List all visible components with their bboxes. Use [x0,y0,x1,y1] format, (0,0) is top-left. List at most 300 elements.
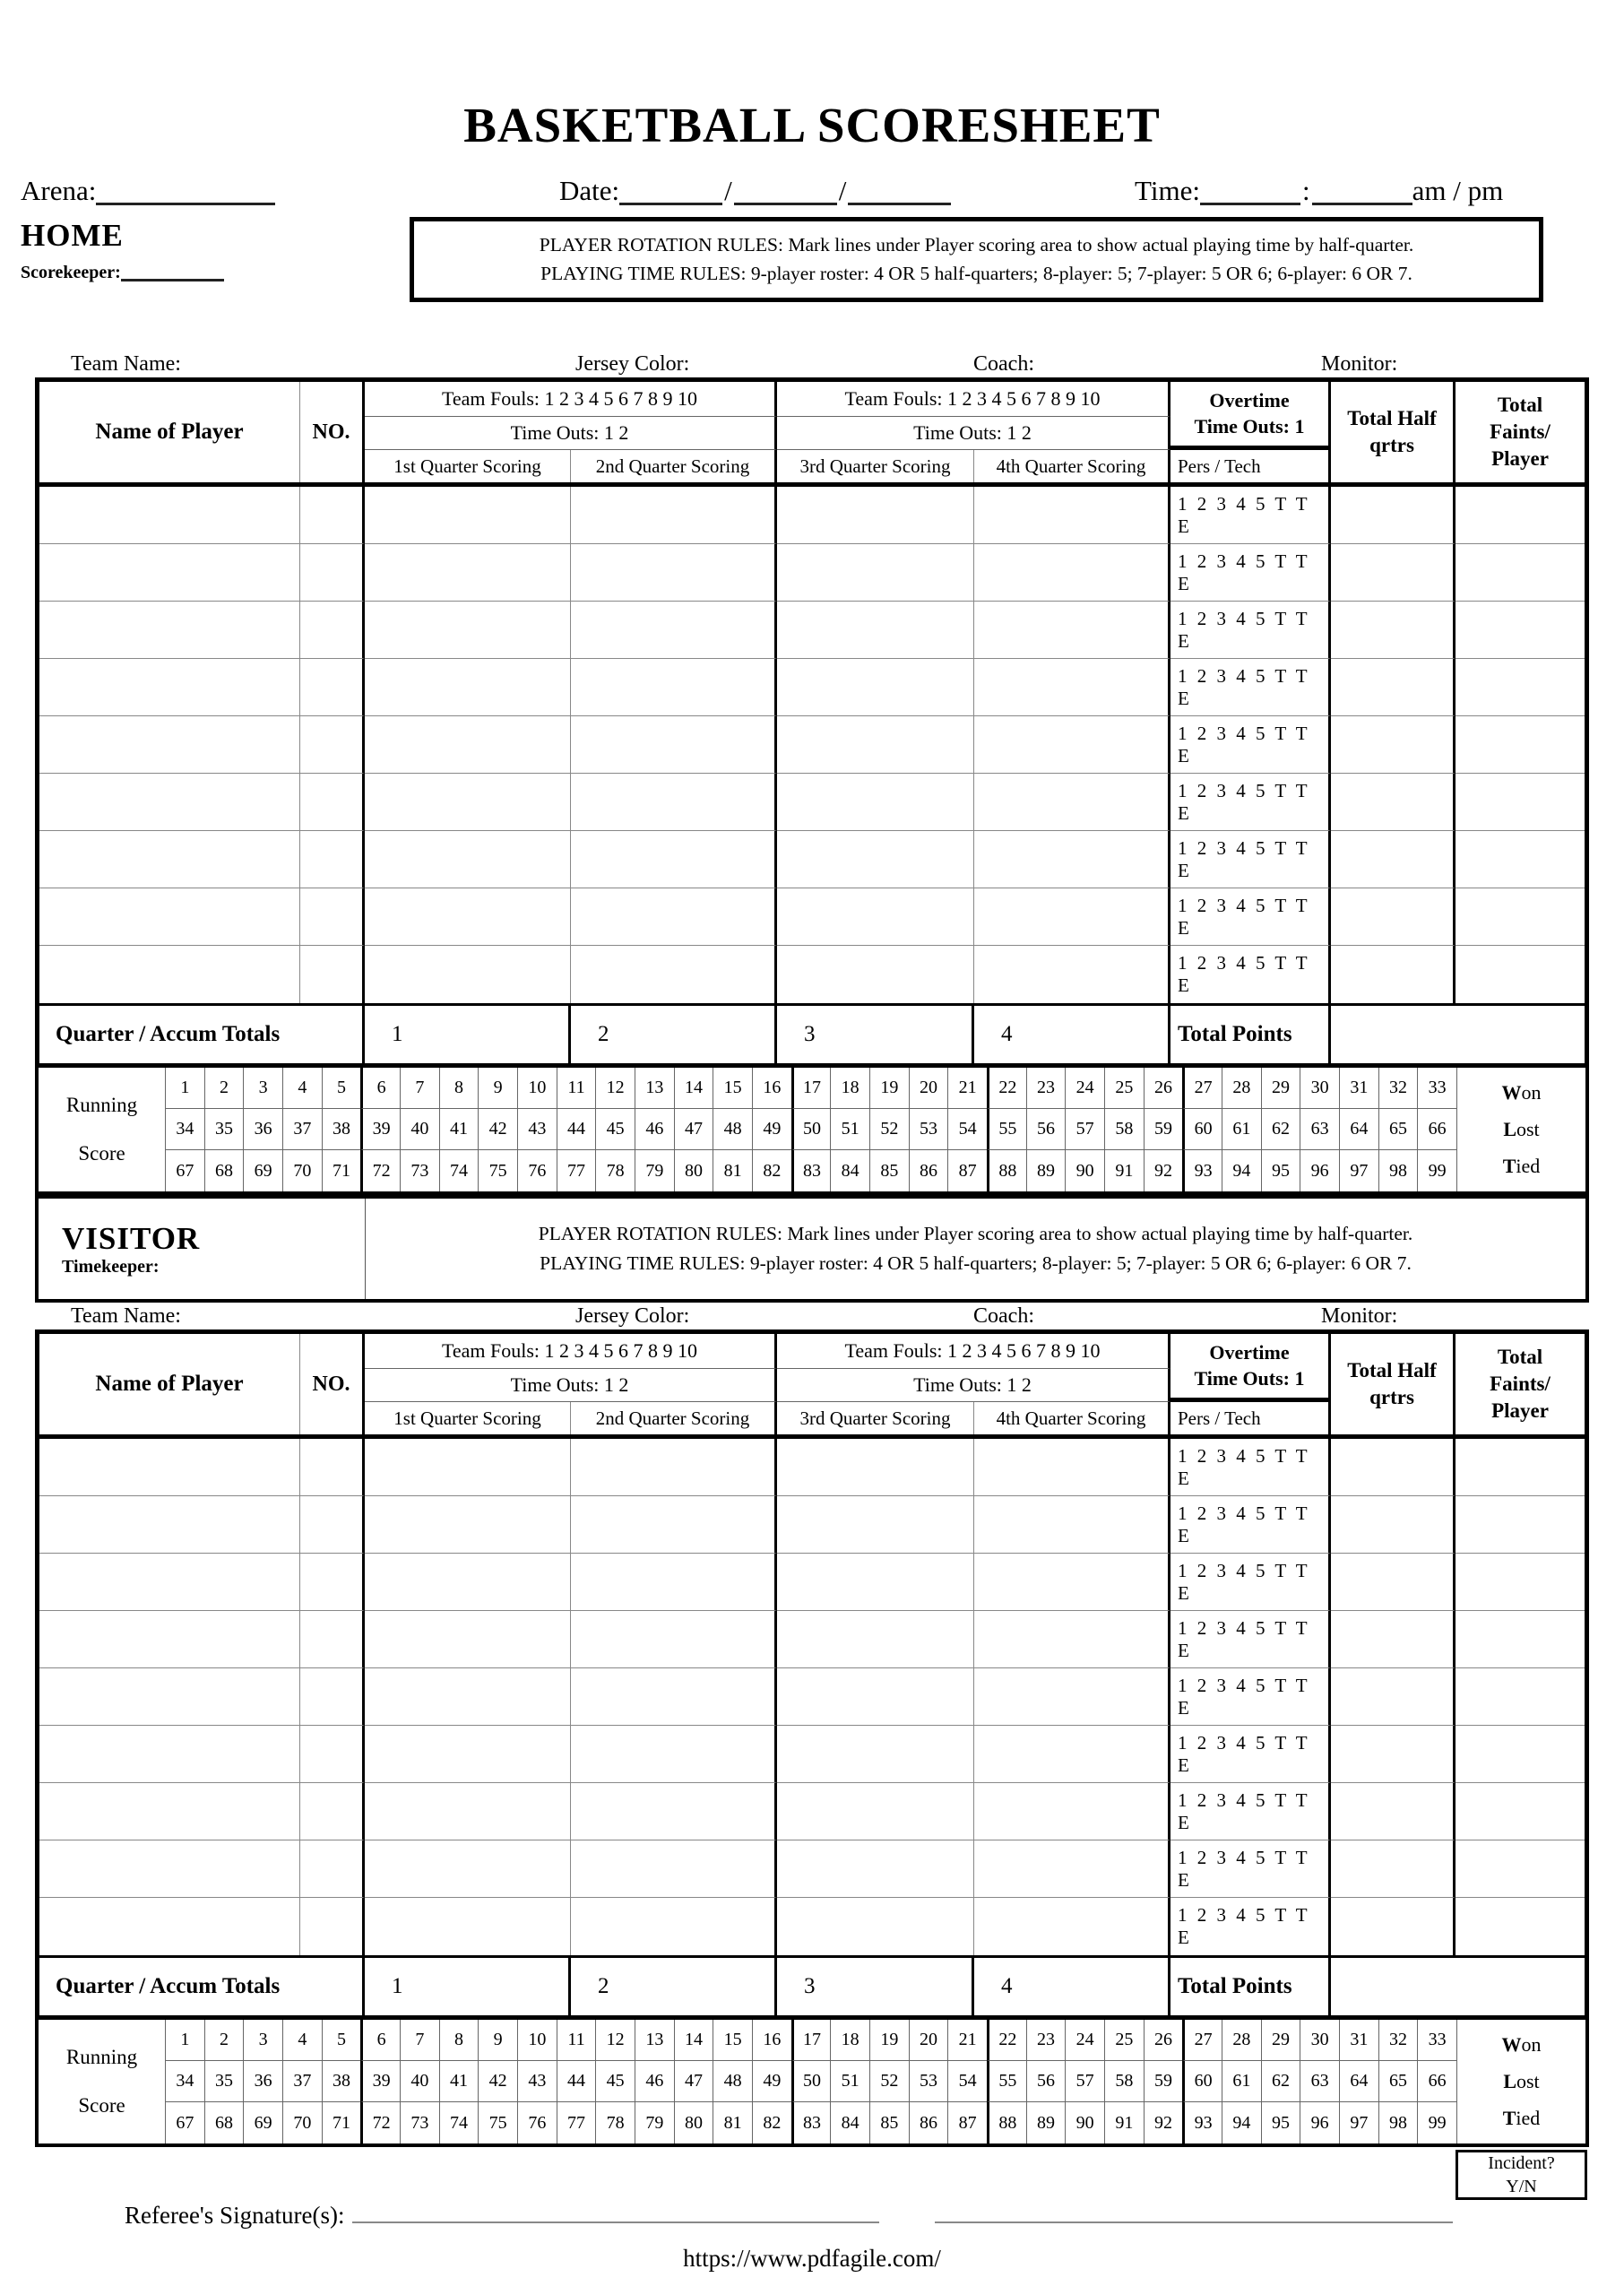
running-score-cell[interactable]: 76 [517,1150,557,1191]
scorekeeper-input[interactable] [121,261,224,281]
player-q1-scoring-cell[interactable] [365,1726,571,1783]
running-score-cell[interactable]: 9 [478,2020,517,2061]
running-score-cell[interactable]: 26 [1144,2020,1183,2061]
player-q3-scoring-cell[interactable] [777,1611,974,1668]
running-score-cell[interactable]: 19 [869,1068,909,1109]
running-score-cell[interactable]: 36 [243,2061,282,2102]
running-score-cell[interactable]: 43 [517,1109,557,1150]
incident-yn-label[interactable]: Y/N [1506,2177,1537,2196]
player-total-faints-cell[interactable] [1456,1439,1585,1496]
total-points-cell[interactable] [1331,1958,1585,2015]
player-q4-scoring-cell[interactable] [974,1668,1170,1726]
running-score-cell[interactable]: 85 [869,2102,909,2143]
player-q4-scoring-cell[interactable] [974,1554,1170,1611]
running-score-cell[interactable]: 43 [517,2061,557,2102]
running-score-cell[interactable]: 4 [282,2020,322,2061]
time-outs-header-first-half[interactable]: Time Outs: 1 2 [365,1369,777,1402]
player-foul-scale[interactable]: 1 2 3 4 5 T T E [1170,1726,1331,1783]
running-score-cell[interactable]: 88 [987,2102,1026,2143]
total-points-cell[interactable] [1331,1006,1585,1063]
running-score-cell[interactable]: 52 [869,1109,909,1150]
running-score-cell[interactable]: 11 [557,1068,596,1109]
player-q1-scoring-cell[interactable] [365,544,571,602]
running-score-cell[interactable]: 3 [243,1068,282,1109]
running-score-cell[interactable]: 74 [439,1150,479,1191]
player-foul-scale[interactable]: 1 2 3 4 5 T T E [1170,1898,1331,1955]
player-q2-scoring-cell[interactable] [571,1439,777,1496]
player-total-half-cell[interactable] [1331,1439,1456,1496]
player-q3-scoring-cell[interactable] [777,659,974,716]
running-score-cell[interactable]: 96 [1300,2102,1339,2143]
player-q3-scoring-cell[interactable] [777,716,974,774]
running-score-cell[interactable]: 59 [1144,2061,1183,2102]
running-score-cell[interactable]: 3 [243,2020,282,2061]
running-score-cell[interactable]: 30 [1300,2020,1339,2061]
player-q4-scoring-cell[interactable] [974,1840,1170,1898]
date-year-input[interactable] [848,172,951,205]
player-foul-scale[interactable]: 1 2 3 4 5 T T E [1170,888,1331,946]
arena-input[interactable] [96,172,275,205]
running-score-cell[interactable]: 85 [869,1150,909,1191]
player-q1-scoring-cell[interactable] [365,1783,571,1840]
quarter-1-total-cell[interactable]: 1 [365,1006,571,1063]
running-score-cell[interactable]: 41 [439,2061,479,2102]
running-score-cell[interactable]: 42 [478,1109,517,1150]
running-score-cell[interactable]: 49 [752,2061,791,2102]
running-score-cell[interactable]: 78 [595,2102,635,2143]
running-score-cell[interactable]: 59 [1144,1109,1183,1150]
player-q4-scoring-cell[interactable] [974,888,1170,946]
player-q2-scoring-cell[interactable] [571,659,777,716]
time-outs-header-second-half[interactable]: Time Outs: 1 2 [777,417,1170,450]
running-score-cell[interactable]: 32 [1378,1068,1418,1109]
won-label[interactable]: Won [1501,1081,1542,1104]
running-score-cell[interactable]: 73 [400,1150,439,1191]
running-score-cell[interactable]: 34 [165,2061,204,2102]
player-q4-scoring-cell[interactable] [974,1439,1170,1496]
running-score-cell[interactable]: 18 [830,1068,869,1109]
player-name-cell[interactable] [39,888,300,946]
player-total-faints-cell[interactable] [1456,1611,1585,1668]
player-q2-scoring-cell[interactable] [571,1898,777,1955]
player-q2-scoring-cell[interactable] [571,946,777,1003]
player-no-cell[interactable] [300,1554,365,1611]
running-score-cell[interactable]: 6 [360,1068,400,1109]
running-score-cell[interactable]: 71 [322,1150,361,1191]
player-foul-scale[interactable]: 1 2 3 4 5 T T E [1170,946,1331,1003]
running-score-cell[interactable]: 47 [674,1109,713,1150]
jersey-color-label[interactable]: Jersey Color: [575,352,690,376]
player-total-faints-cell[interactable] [1456,1668,1585,1726]
running-score-cell[interactable]: 79 [635,2102,674,2143]
time-outs-header-first-half[interactable]: Time Outs: 1 2 [365,417,777,450]
running-score-cell[interactable]: 21 [947,1068,987,1109]
running-score-cell[interactable]: 44 [557,1109,596,1150]
player-total-faints-cell[interactable] [1456,1898,1585,1955]
footer-url[interactable]: https://www.pdfagile.com/ [683,2245,941,2272]
player-foul-scale[interactable]: 1 2 3 4 5 T T E [1170,1840,1331,1898]
won-label[interactable]: Won [1501,2033,1542,2056]
player-q3-scoring-cell[interactable] [777,602,974,659]
player-no-cell[interactable] [300,487,365,544]
player-total-faints-cell[interactable] [1456,602,1585,659]
running-score-cell[interactable]: 72 [360,2102,400,2143]
lost-label[interactable]: Lost [1503,1118,1540,1140]
running-score-cell[interactable]: 48 [713,1109,752,1150]
player-total-faints-cell[interactable] [1456,716,1585,774]
running-score-cell[interactable]: 19 [869,2020,909,2061]
player-total-half-cell[interactable] [1331,602,1456,659]
player-name-cell[interactable] [39,1611,300,1668]
running-score-cell[interactable]: 52 [869,2061,909,2102]
running-score-cell[interactable]: 10 [517,1068,557,1109]
coach-label[interactable]: Coach: [973,1304,1034,1328]
running-score-cell[interactable]: 31 [1339,2020,1378,2061]
running-score-cell[interactable]: 95 [1261,1150,1300,1191]
running-score-cell[interactable]: 13 [635,1068,674,1109]
player-q1-scoring-cell[interactable] [365,602,571,659]
player-q4-scoring-cell[interactable] [974,1726,1170,1783]
player-foul-scale[interactable]: 1 2 3 4 5 T T E [1170,1668,1331,1726]
quarter-2-total-cell[interactable]: 2 [571,1006,777,1063]
running-score-cell[interactable]: 77 [557,2102,596,2143]
player-name-cell[interactable] [39,602,300,659]
running-score-cell[interactable]: 63 [1300,2061,1339,2102]
player-no-cell[interactable] [300,888,365,946]
running-score-cell[interactable]: 77 [557,1150,596,1191]
running-score-cell[interactable]: 88 [987,1150,1026,1191]
running-score-cell[interactable]: 92 [1144,2102,1183,2143]
player-no-cell[interactable] [300,946,365,1003]
player-total-half-cell[interactable] [1331,774,1456,831]
player-total-faints-cell[interactable] [1456,946,1585,1003]
player-q1-scoring-cell[interactable] [365,1611,571,1668]
running-score-cell[interactable]: 56 [1026,2061,1066,2102]
player-no-cell[interactable] [300,774,365,831]
running-score-cell[interactable]: 51 [830,2061,869,2102]
running-score-cell[interactable]: 8 [439,1068,479,1109]
player-q3-scoring-cell[interactable] [777,1840,974,1898]
running-score-cell[interactable]: 62 [1261,1109,1300,1150]
running-score-cell[interactable]: 75 [478,1150,517,1191]
player-foul-scale[interactable]: 1 2 3 4 5 T T E [1170,1554,1331,1611]
running-score-cell[interactable]: 75 [478,2102,517,2143]
running-score-cell[interactable]: 15 [713,1068,752,1109]
running-score-cell[interactable]: 49 [752,1109,791,1150]
running-score-cell[interactable]: 66 [1417,1109,1456,1150]
running-score-cell[interactable]: 64 [1339,2061,1378,2102]
player-total-half-cell[interactable] [1331,659,1456,716]
running-score-cell[interactable]: 1 [165,2020,204,2061]
team-fouls-header-second-half[interactable]: Team Fouls: 1 2 3 4 5 6 7 8 9 10 [777,1334,1170,1369]
player-total-faints-cell[interactable] [1456,1783,1585,1840]
running-score-cell[interactable]: 68 [204,1150,244,1191]
running-score-cell[interactable]: 81 [713,2102,752,2143]
running-score-cell[interactable]: 55 [987,2061,1026,2102]
player-total-faints-cell[interactable] [1456,659,1585,716]
running-score-cell[interactable]: 46 [635,1109,674,1150]
player-q3-scoring-cell[interactable] [777,1726,974,1783]
player-name-cell[interactable] [39,1840,300,1898]
overtime-header[interactable] [1170,1334,1331,1402]
running-score-cell[interactable]: 5 [322,1068,361,1109]
running-score-cell[interactable]: 38 [322,1109,361,1150]
player-foul-scale[interactable]: 1 2 3 4 5 T T E [1170,1439,1331,1496]
team-fouls-header-second-half[interactable]: Team Fouls: 1 2 3 4 5 6 7 8 9 10 [777,382,1170,417]
running-score-cell[interactable]: 82 [752,2102,791,2143]
player-q2-scoring-cell[interactable] [571,774,777,831]
running-score-cell[interactable]: 61 [1222,1109,1261,1150]
running-score-cell[interactable]: 66 [1417,2061,1456,2102]
running-score-cell[interactable]: 83 [791,2102,831,2143]
player-total-half-cell[interactable] [1331,1496,1456,1554]
running-score-cell[interactable]: 45 [595,1109,635,1150]
team-name-label[interactable]: Team Name: [71,352,181,376]
quarter-4-total-cell[interactable]: 4 [974,1006,1170,1063]
quarter-1-total-cell[interactable]: 1 [365,1958,571,2015]
running-score-cell[interactable]: 38 [322,2061,361,2102]
player-q4-scoring-cell[interactable] [974,544,1170,602]
running-score-cell[interactable]: 79 [635,1150,674,1191]
player-total-half-cell[interactable] [1331,1840,1456,1898]
player-q1-scoring-cell[interactable] [365,1496,571,1554]
running-score-cell[interactable]: 46 [635,2061,674,2102]
running-score-cell[interactable]: 12 [595,1068,635,1109]
player-q1-scoring-cell[interactable] [365,774,571,831]
running-score-cell[interactable]: 44 [557,2061,596,2102]
running-score-cell[interactable]: 25 [1104,2020,1144,2061]
running-score-cell[interactable]: 55 [987,1109,1026,1150]
running-score-cell[interactable]: 64 [1339,1109,1378,1150]
running-score-cell[interactable]: 94 [1222,1150,1261,1191]
player-no-cell[interactable] [300,1496,365,1554]
running-score-cell[interactable]: 58 [1104,1109,1144,1150]
player-name-cell[interactable] [39,1496,300,1554]
player-foul-scale[interactable]: 1 2 3 4 5 T T E [1170,1611,1331,1668]
player-foul-scale[interactable]: 1 2 3 4 5 T T E [1170,1496,1331,1554]
quarter-3-total-cell[interactable]: 3 [777,1958,974,2015]
player-name-cell[interactable] [39,1668,300,1726]
player-foul-scale[interactable]: 1 2 3 4 5 T T E [1170,716,1331,774]
player-q2-scoring-cell[interactable] [571,716,777,774]
running-score-cell[interactable]: 72 [360,1150,400,1191]
running-score-cell[interactable]: 63 [1300,1109,1339,1150]
running-score-cell[interactable]: 22 [987,2020,1026,2061]
incident-box[interactable] [1456,2150,1587,2200]
player-no-cell[interactable] [300,1611,365,1668]
quarter-3-total-cell[interactable]: 3 [777,1006,974,1063]
player-q3-scoring-cell[interactable] [777,1668,974,1726]
running-score-cell[interactable]: 60 [1182,2061,1222,2102]
player-q4-scoring-cell[interactable] [974,1898,1170,1955]
player-name-cell[interactable] [39,659,300,716]
running-score-cell[interactable]: 10 [517,2020,557,2061]
running-score-cell[interactable]: 90 [1065,2102,1104,2143]
player-q3-scoring-cell[interactable] [777,1898,974,1955]
running-score-cell[interactable]: 18 [830,2020,869,2061]
running-score-cell[interactable]: 53 [909,2061,948,2102]
running-score-cell[interactable]: 5 [322,2020,361,2061]
running-score-cell[interactable]: 20 [909,2020,948,2061]
player-q2-scoring-cell[interactable] [571,831,777,888]
running-score-cell[interactable]: 21 [947,2020,987,2061]
player-q1-scoring-cell[interactable] [365,659,571,716]
ampm-label[interactable]: am / pm [1412,175,1504,206]
player-q2-scoring-cell[interactable] [571,487,777,544]
player-q1-scoring-cell[interactable] [365,1840,571,1898]
player-foul-scale[interactable]: 1 2 3 4 5 T T E [1170,659,1331,716]
running-score-cell[interactable]: 45 [595,2061,635,2102]
running-score-cell[interactable]: 33 [1417,2020,1456,2061]
player-q1-scoring-cell[interactable] [365,716,571,774]
player-q4-scoring-cell[interactable] [974,659,1170,716]
running-score-cell[interactable]: 87 [947,2102,987,2143]
player-total-faints-cell[interactable] [1456,774,1585,831]
player-name-cell[interactable] [39,716,300,774]
player-q4-scoring-cell[interactable] [974,774,1170,831]
running-score-cell[interactable]: 98 [1378,2102,1418,2143]
player-no-cell[interactable] [300,544,365,602]
player-q4-scoring-cell[interactable] [974,1611,1170,1668]
player-name-cell[interactable] [39,774,300,831]
running-score-cell[interactable]: 35 [204,1109,244,1150]
player-q3-scoring-cell[interactable] [777,1439,974,1496]
player-name-cell[interactable] [39,831,300,888]
player-q2-scoring-cell[interactable] [571,1668,777,1726]
running-score-cell[interactable]: 16 [752,2020,791,2061]
running-score-cell[interactable]: 86 [909,1150,948,1191]
running-score-cell[interactable]: 53 [909,1109,948,1150]
running-score-cell[interactable]: 97 [1339,1150,1378,1191]
running-score-cell[interactable]: 14 [674,1068,713,1109]
player-q4-scoring-cell[interactable] [974,487,1170,544]
running-score-cell[interactable]: 40 [400,1109,439,1150]
running-score-cell[interactable]: 32 [1378,2020,1418,2061]
player-q2-scoring-cell[interactable] [571,1554,777,1611]
running-score-cell[interactable]: 93 [1182,2102,1222,2143]
running-score-cell[interactable]: 22 [987,1068,1026,1109]
running-score-cell[interactable]: 90 [1065,1150,1104,1191]
running-score-cell[interactable]: 81 [713,1150,752,1191]
player-q3-scoring-cell[interactable] [777,774,974,831]
running-score-cell[interactable]: 23 [1026,2020,1066,2061]
player-no-cell[interactable] [300,1783,365,1840]
player-name-cell[interactable] [39,1726,300,1783]
tied-label[interactable]: Tied [1502,1155,1541,1177]
running-score-cell[interactable]: 26 [1144,1068,1183,1109]
running-score-cell[interactable]: 6 [360,2020,400,2061]
player-name-cell[interactable] [39,487,300,544]
player-foul-scale[interactable]: 1 2 3 4 5 T T E [1170,774,1331,831]
running-score-cell[interactable]: 29 [1261,1068,1300,1109]
player-foul-scale[interactable]: 1 2 3 4 5 T T E [1170,602,1331,659]
player-total-half-cell[interactable] [1331,487,1456,544]
running-score-cell[interactable]: 20 [909,1068,948,1109]
player-no-cell[interactable] [300,1840,365,1898]
running-score-cell[interactable]: 27 [1182,1068,1222,1109]
player-q4-scoring-cell[interactable] [974,602,1170,659]
running-score-cell[interactable]: 34 [165,1109,204,1150]
player-total-half-cell[interactable] [1331,1668,1456,1726]
running-score-cell[interactable]: 91 [1104,1150,1144,1191]
player-no-cell[interactable] [300,602,365,659]
player-no-cell[interactable] [300,1439,365,1496]
running-score-cell[interactable]: 41 [439,1109,479,1150]
running-score-cell[interactable]: 7 [400,2020,439,2061]
running-score-cell[interactable]: 42 [478,2061,517,2102]
running-score-cell[interactable]: 67 [165,1150,204,1191]
player-q3-scoring-cell[interactable] [777,1554,974,1611]
player-foul-scale[interactable]: 1 2 3 4 5 T T E [1170,1783,1331,1840]
signature-line-2[interactable] [935,2196,1453,2223]
running-score-cell[interactable]: 25 [1104,1068,1144,1109]
player-total-half-cell[interactable] [1331,1726,1456,1783]
player-q2-scoring-cell[interactable] [571,602,777,659]
player-q1-scoring-cell[interactable] [365,831,571,888]
running-score-cell[interactable]: 14 [674,2020,713,2061]
player-q3-scoring-cell[interactable] [777,946,974,1003]
running-score-cell[interactable]: 99 [1417,2102,1456,2143]
player-q1-scoring-cell[interactable] [365,1898,571,1955]
player-no-cell[interactable] [300,1898,365,1955]
player-q3-scoring-cell[interactable] [777,831,974,888]
running-score-cell[interactable]: 17 [791,2020,831,2061]
running-score-cell[interactable]: 24 [1065,1068,1104,1109]
running-score-cell[interactable]: 91 [1104,2102,1144,2143]
running-score-cell[interactable]: 80 [674,2102,713,2143]
running-score-cell[interactable]: 95 [1261,2102,1300,2143]
player-total-faints-cell[interactable] [1456,1726,1585,1783]
player-total-half-cell[interactable] [1331,946,1456,1003]
running-score-cell[interactable]: 30 [1300,1068,1339,1109]
player-name-cell[interactable] [39,544,300,602]
running-score-cell[interactable]: 4 [282,1068,322,1109]
running-score-cell[interactable]: 7 [400,1068,439,1109]
running-score-cell[interactable]: 69 [243,2102,282,2143]
running-score-cell[interactable]: 39 [360,1109,400,1150]
running-score-cell[interactable]: 2 [204,1068,244,1109]
player-q1-scoring-cell[interactable] [365,487,571,544]
running-score-cell[interactable]: 28 [1222,1068,1261,1109]
running-score-cell[interactable]: 50 [791,2061,831,2102]
player-q1-scoring-cell[interactable] [365,888,571,946]
running-score-cell[interactable]: 28 [1222,2020,1261,2061]
player-q2-scoring-cell[interactable] [571,1726,777,1783]
player-total-faints-cell[interactable] [1456,544,1585,602]
player-total-faints-cell[interactable] [1456,487,1585,544]
player-name-cell[interactable] [39,1439,300,1496]
running-score-cell[interactable]: 83 [791,1150,831,1191]
quarter-2-total-cell[interactable]: 2 [571,1958,777,2015]
running-score-cell[interactable]: 74 [439,2102,479,2143]
player-q3-scoring-cell[interactable] [777,1496,974,1554]
player-q2-scoring-cell[interactable] [571,888,777,946]
running-score-cell[interactable]: 65 [1378,2061,1418,2102]
running-score-cell[interactable]: 24 [1065,2020,1104,2061]
running-score-cell[interactable]: 35 [204,2061,244,2102]
player-total-faints-cell[interactable] [1456,888,1585,946]
player-q4-scoring-cell[interactable] [974,831,1170,888]
running-score-cell[interactable]: 96 [1300,1150,1339,1191]
running-score-cell[interactable]: 68 [204,2102,244,2143]
running-score-cell[interactable]: 99 [1417,1150,1456,1191]
player-total-half-cell[interactable] [1331,1611,1456,1668]
running-score-cell[interactable]: 48 [713,2061,752,2102]
running-score-cell[interactable]: 16 [752,1068,791,1109]
tied-label[interactable]: Tied [1502,2107,1541,2129]
player-q3-scoring-cell[interactable] [777,1783,974,1840]
player-q3-scoring-cell[interactable] [777,888,974,946]
